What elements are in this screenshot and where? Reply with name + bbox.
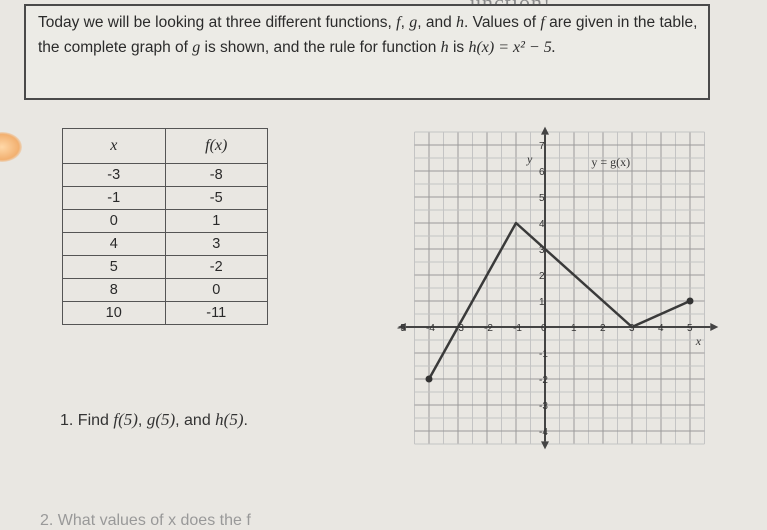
question-1: 1. Find f(5), g(5), and h(5). [60,410,248,429]
y-tick-label: 1 [539,297,545,308]
question-fn-h: h(5) [215,410,244,429]
y-tick-label: -4 [539,427,548,438]
x-tick-label: -1 [513,323,522,334]
intro-part-4: is shown, and the rule for function [200,39,441,56]
origin-label: 0 [541,323,547,334]
cell-fx: 0 [165,279,268,302]
intro-part-3: are given in the table, the complete graph of [38,14,698,56]
cell-fx: 3 [165,233,268,256]
question-number: 1. [60,412,74,429]
cell-fx: -8 [165,164,268,187]
y-axis-arrow-down [541,441,549,449]
y-tick-label: -3 [539,401,548,412]
x-tick-label: 3 [629,323,635,334]
cell-fx: 1 [165,210,268,233]
function-g: g [409,14,418,31]
cell-x: -3 [63,164,166,187]
x-axis-arrow-right [710,323,718,331]
question-2-fragment: 2. What values of x does the f [40,512,251,529]
cell-fx: -5 [165,187,268,210]
y-tick-label: 3 [539,245,545,256]
header-fx: f(x) [165,129,268,164]
y-tick-label: 4 [539,219,545,230]
x-axis-label: x [695,334,702,348]
legend-label: y = g(x) [591,154,631,169]
cell-x: 10 [63,302,166,325]
function-f: f [396,14,401,31]
intro-sep-1: , [400,14,410,31]
y-tick-label: 2 [539,271,545,282]
x-tick-label: 1 [571,323,577,334]
y-axis-label: y [527,152,533,167]
question-fn-g: g(5) [146,410,176,429]
y-tick-label: -2 [539,375,548,386]
x-tick-label: 2 [600,323,606,334]
x-tick-label: 5 [687,323,693,334]
graph-grid [415,132,705,444]
cell-x: -1 [63,187,166,210]
intro-sep-2: , and [417,14,457,31]
endpoint-dot [426,376,433,383]
y-tick-label: 7 [539,141,545,152]
question-text-a: Find [77,412,114,429]
x-tick-label: -3 [455,323,464,334]
function-g-ref: g [192,39,201,56]
x-tick-label: -2 [484,323,493,334]
h-rule: h(x) = x² − 5. [468,39,556,56]
function-h: h [456,14,465,31]
cell-fx: -11 [165,302,268,325]
y-tick-label: 6 [539,167,545,178]
x-tick-label: -5 [397,323,406,334]
question-fn-f: f(5) [113,410,138,429]
cell-x: 5 [63,256,166,279]
cell-x: 0 [63,210,166,233]
function-f-ref: f [540,14,545,31]
intro-part-1: Today we will be looking at three different functions, [38,14,397,31]
x-tick-label: -4 [426,323,435,334]
y-tick-label: -1 [539,349,548,360]
cell-fx: -2 [165,256,268,279]
header-x: x [63,129,166,164]
y-tick-label: 5 [539,193,545,204]
intro-part-2: . Values of [464,14,541,31]
function-h-ref: h [440,39,449,56]
y-axis-arrow-up [541,127,549,135]
x-tick-label: 4 [658,323,664,334]
cell-x: 8 [63,279,166,302]
intro-part-5: is [448,39,469,56]
endpoint-dot [687,298,694,305]
cell-x: 4 [63,233,166,256]
